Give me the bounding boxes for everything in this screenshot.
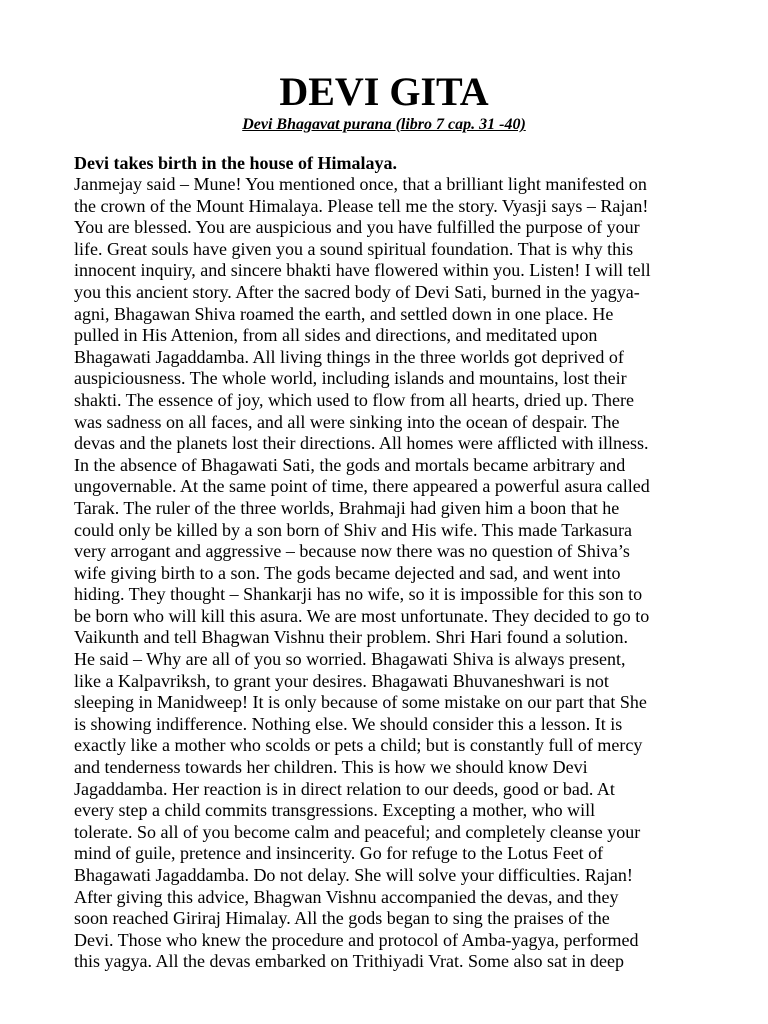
body-text (74, 174, 714, 973)
text-line: shakti. The essence of joy, which used to flow from all hearts, dried up. There (74, 389, 635, 410)
text-line: every step a child commits transgressions. Excepting a mother, who will (74, 800, 596, 821)
text-line: wife giving birth to a son. The gods became dejected and sad, and went into (74, 562, 621, 583)
text-line: you this ancient story. After the sacred body of Devi Sati, burned in the yagya- (74, 281, 640, 302)
text-line: tolerate. So all of you become calm and peaceful; and completely cleanse your (74, 821, 641, 842)
text-line: agni, Bhagawan Shiva roamed the earth, and settled down in one place. He (74, 303, 614, 324)
text-line: hiding. They thought – Shankarji has no wife, so it is impossible for this son to (74, 584, 643, 605)
text-line: soon reached Giriraj Himalay. All the gods began to sing the praises of the (74, 908, 610, 929)
text-line: devas and the planets lost their directions. All homes were afflicted with illness. (74, 433, 649, 454)
text-line: could only be killed by a son born of Shiv and His wife. This made Tarkasura (74, 519, 632, 540)
text-line: Bhagawati Jagaddamba. All living things in the three worlds got deprived of (74, 346, 624, 367)
text-line: innocent inquiry, and sincere bhakti have flowered within you. Listen! I will tell (74, 260, 651, 281)
text-line: Devi. Those who knew the procedure and protocol of Amba-yagya, performed (74, 929, 639, 950)
text-line: was sadness on all faces, and all were sinking into the ocean of despair. The (74, 411, 620, 432)
text-line: the crown of the Mount Himalaya. Please tell me the story. Vyasji says – Rajan! (74, 195, 649, 216)
text-line: be born who will kill this asura. We are most unfortunate. They decided to go to (74, 605, 650, 626)
text-line: life. Great souls have given you a sound spiritual foundation. That is why this (74, 238, 634, 259)
section-heading: Devi takes birth in the house of Himalaya. (74, 153, 398, 173)
text-line: auspiciousness. The whole world, including islands and mountains, lost their (74, 368, 627, 389)
document-title: DEVI GITA (279, 69, 489, 114)
text-line: Tarak. The ruler of the three worlds, Brahmaji had given him a boon that he (74, 497, 620, 518)
text-line: Jagaddamba. Her reaction is in direct relation to our deeds, good or bad. At (74, 778, 615, 799)
text-line: sleeping in Manidweep! It is only because of some mistake on our part that She (74, 692, 647, 713)
document-subtitle: Devi Bhagavat purana (libro 7 cap. 31 -40) (242, 116, 526, 133)
text-line: After giving this advice, Bhagwan Vishnu accompanied the devas, and they (74, 886, 619, 907)
text-section (74, 152, 714, 973)
text-line: ungovernable. At the same point of time, there appeared a powerful asura called (74, 476, 650, 497)
text-line: and tenderness towards her children. This is how we should know Devi (74, 757, 588, 778)
text-line: Vaikunth and tell Bhagwan Vishnu their problem. Shri Hari found a solution. (74, 627, 629, 648)
text-line: pulled in His Attenion, from all sides and directions, and meditated upon (74, 325, 598, 346)
text-line: exactly like a mother who scolds or pets a child; but is constantly full of mercy (74, 735, 643, 756)
text-line: In the absence of Bhagawati Sati, the gods and mortals became arbitrary and (74, 454, 626, 475)
text-line: Bhagawati Jagaddamba. Do not delay. She will solve your difficulties. Rajan! (74, 865, 633, 885)
text-line: this yagya. All the devas embarked on Trithiyadi Vrat. Some also sat in deep (74, 951, 625, 972)
text-line: Janmejay said – Mune! You mentioned once, that a brilliant light manifested on (74, 174, 647, 194)
text-line: mind of guile, pretence and insincerity. Go for refuge to the Lotus Feet of (74, 843, 604, 864)
text-line: He said – Why are all of you so worried. Bhagawati Shiva is always present, (74, 649, 626, 670)
text-line: You are blessed. You are auspicious and you have fulfilled the purpose of your (74, 217, 640, 238)
text-line: is showing indifference. Nothing else. We should consider this a lesson. It is (74, 713, 623, 734)
text-line: like a Kalpavriksh, to grant your desires. Bhagawati Bhuvaneshwari is not (74, 670, 609, 691)
text-line: very arrogant and aggressive – because now there was no question of Shiva’s (74, 541, 630, 562)
